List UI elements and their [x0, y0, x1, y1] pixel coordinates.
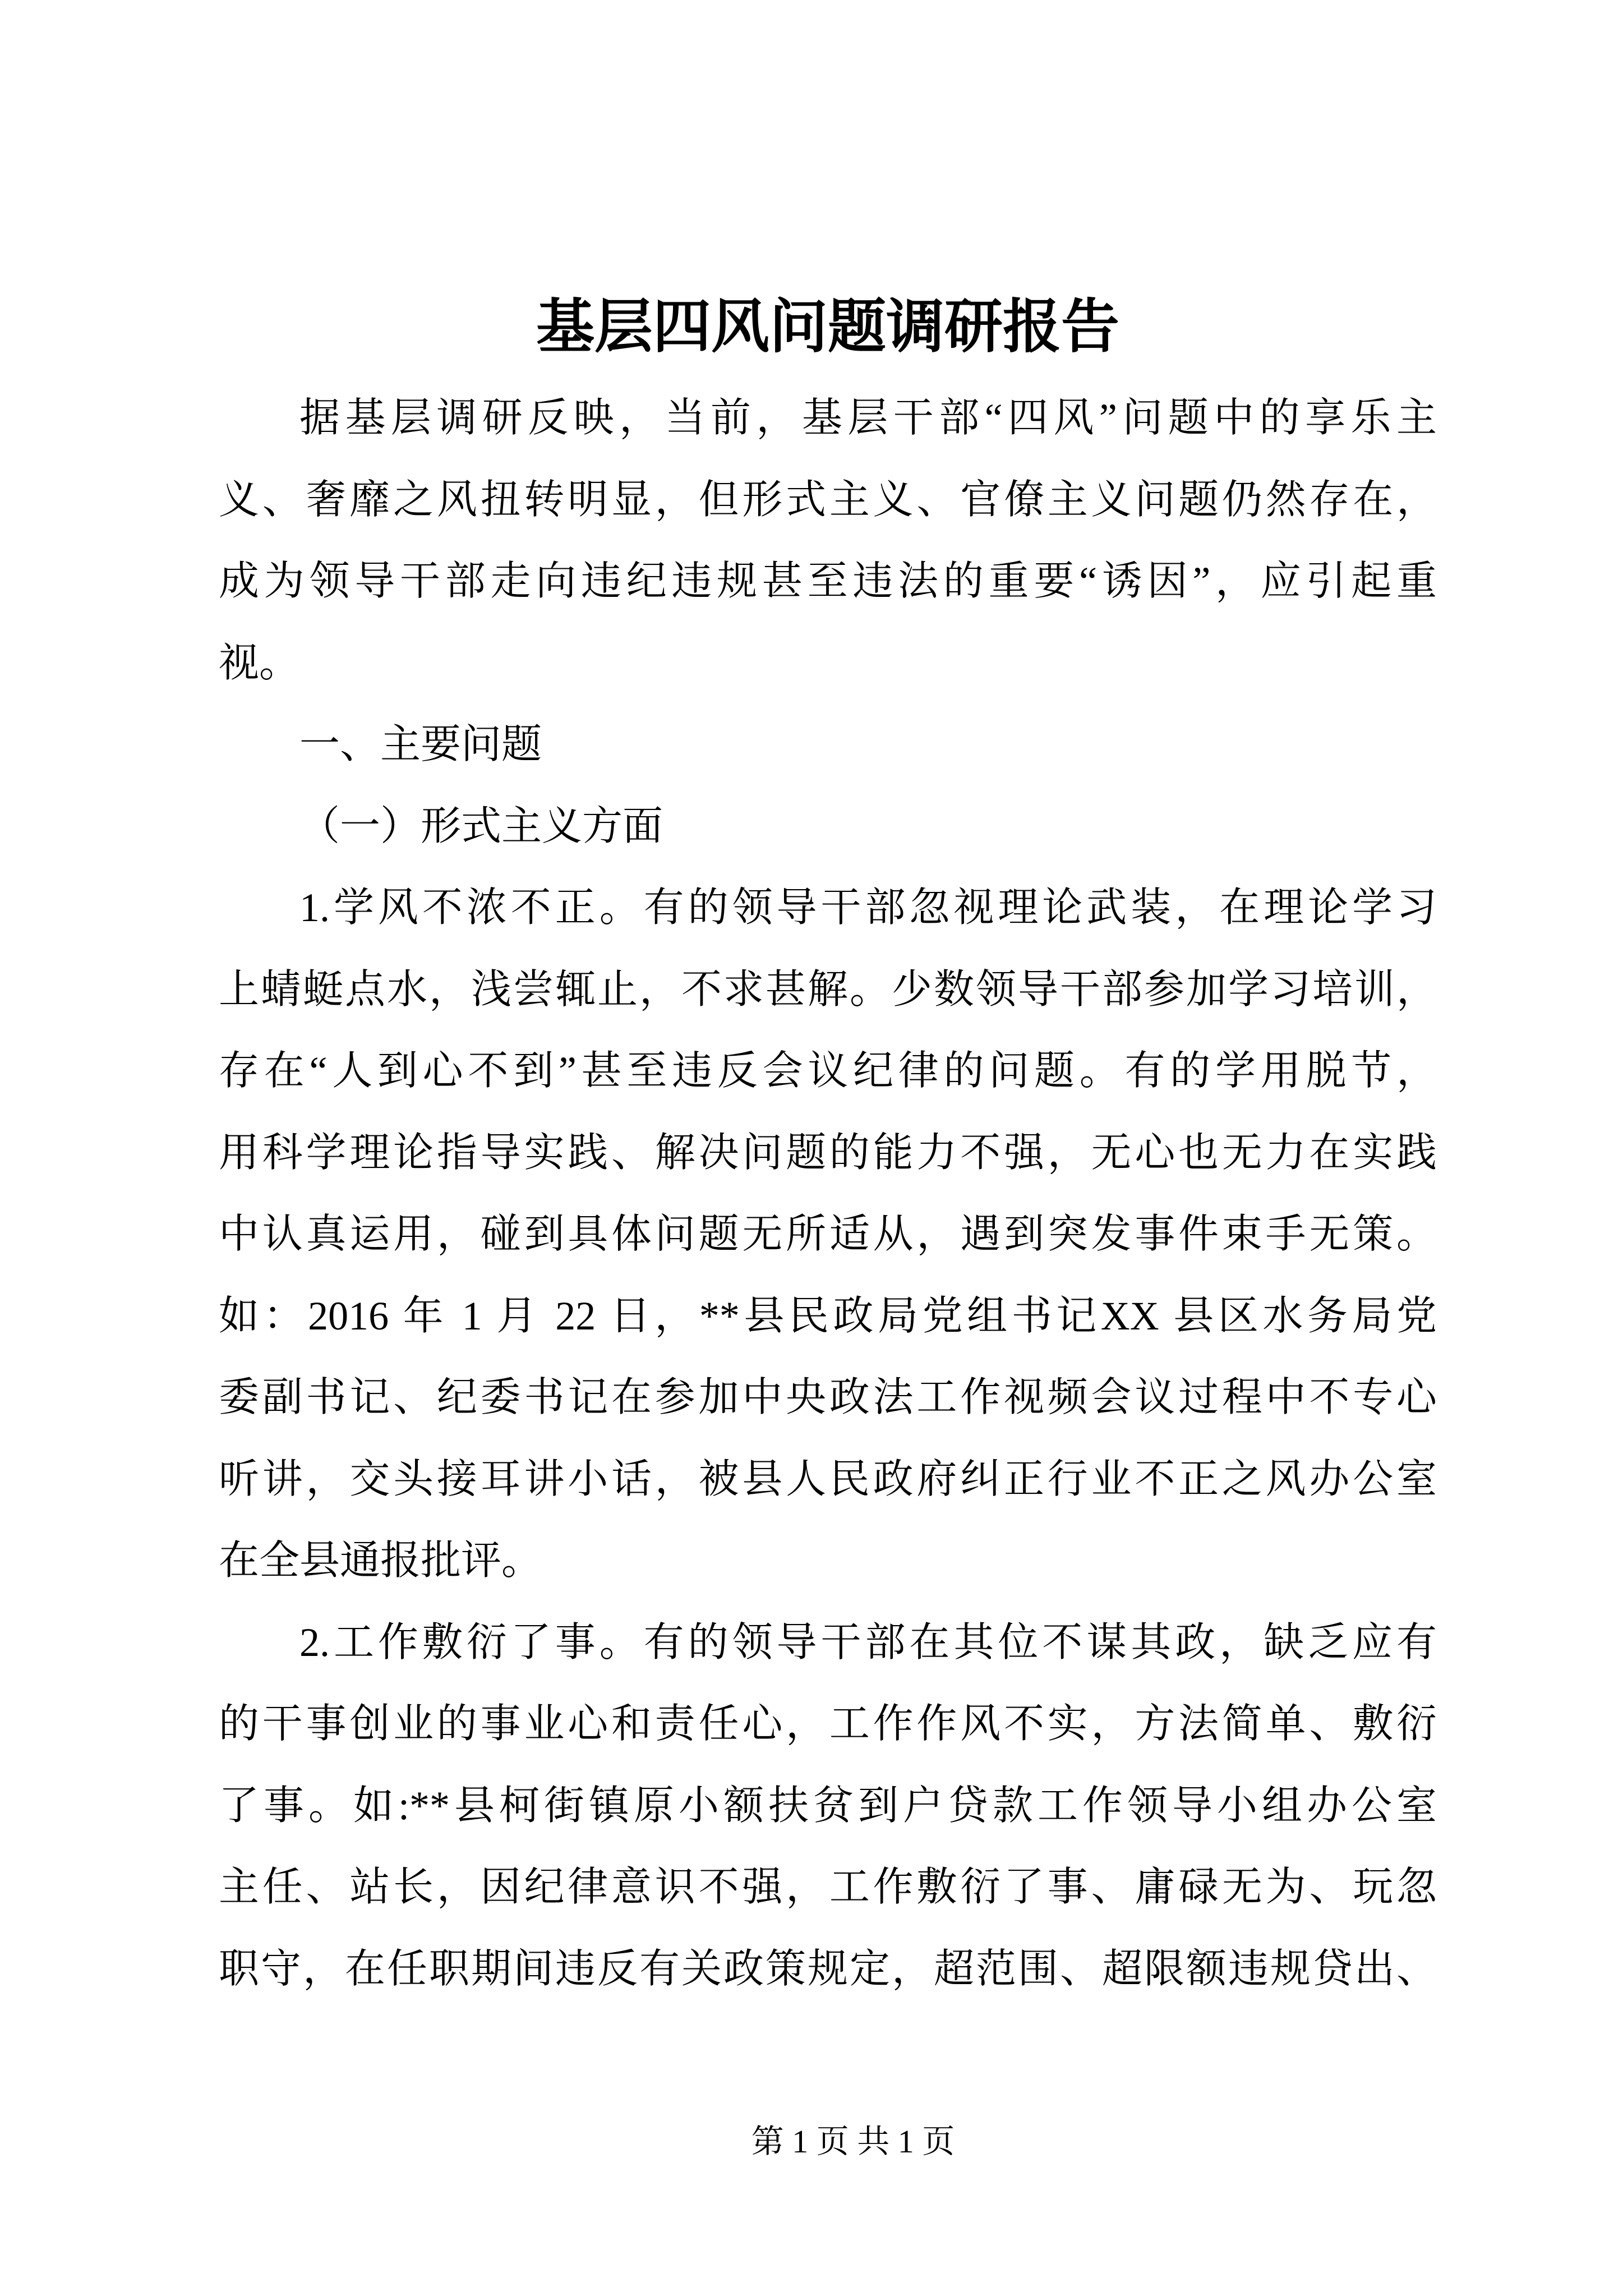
text-line: 了事。如:**县柯街镇原小额扶贫到户贷款工作领导小组办公室 — [219, 1783, 1437, 1828]
text-line: 在全县通报批评。 — [219, 1538, 542, 1583]
text-line: 如：2016 年 1 月 22 日，**县民政局党组书记XX 县区水务局党 — [219, 1293, 1437, 1338]
document-body — [219, 378, 1437, 2010]
text-line: 职守，在任职期间违反有关政策规定，超范围、超限额违规贷出、 — [219, 1946, 1437, 1991]
footer-page-indicator: 第 1 页 共 1 页 — [751, 2123, 955, 2160]
text-line: 视。 — [219, 640, 300, 685]
text-line: 听讲，交头接耳讲小话，被县人民政府纠正行业不正之风办公室 — [219, 1456, 1437, 1502]
text-line: 据基层调研反映，当前，基层干部“四风”问题中的享乐主 — [299, 395, 1437, 440]
text-line: 委副书记、纪委书记在参加中央政法工作视频会议过程中不专心 — [219, 1375, 1437, 1420]
text-line: 上蜻蜓点水，浅尝辄止，不求甚解。少数领导干部参加学习培训， — [219, 967, 1437, 1012]
page-title: 基层四风问题调研报告 — [536, 295, 1119, 360]
text-line: 义、奢靡之风扭转明显，但形式主义、官僚主义问题仍然存在， — [219, 477, 1437, 522]
text-line: 中认真运用，碰到具体问题无所适从，遇到突发事件束手无策。 — [219, 1212, 1437, 1257]
text-line: 成为领导干部走向违纪违规甚至违法的重要“诱因”，应引起重 — [219, 559, 1437, 604]
text-line: 2.工作敷衍了事。有的领导干部在其位不谋其政，缺乏应有 — [299, 1619, 1437, 1665]
text-line: 存在“人到心不到”甚至违反会议纪律的问题。有的学用脱节， — [219, 1048, 1437, 1093]
text-line: 主任、站长，因纪律意识不强，工作敷衍了事、庸碌无为、玩忽 — [219, 1865, 1437, 1910]
text-line: 一、主要问题 — [299, 722, 542, 767]
text-line: 1.学风不浓不正。有的领导干部忽视理论武装，在理论学习 — [299, 885, 1437, 930]
text-line: 的干事创业的事业心和责任心，工作作风不实，方法简单、敷衍 — [219, 1701, 1437, 1746]
text-line: （一）形式主义方面 — [299, 803, 663, 849]
text-line: 用科学理论指导实践、解决问题的能力不强，无心也无力在实践 — [219, 1130, 1437, 1175]
page-footer — [244, 2122, 1462, 2161]
